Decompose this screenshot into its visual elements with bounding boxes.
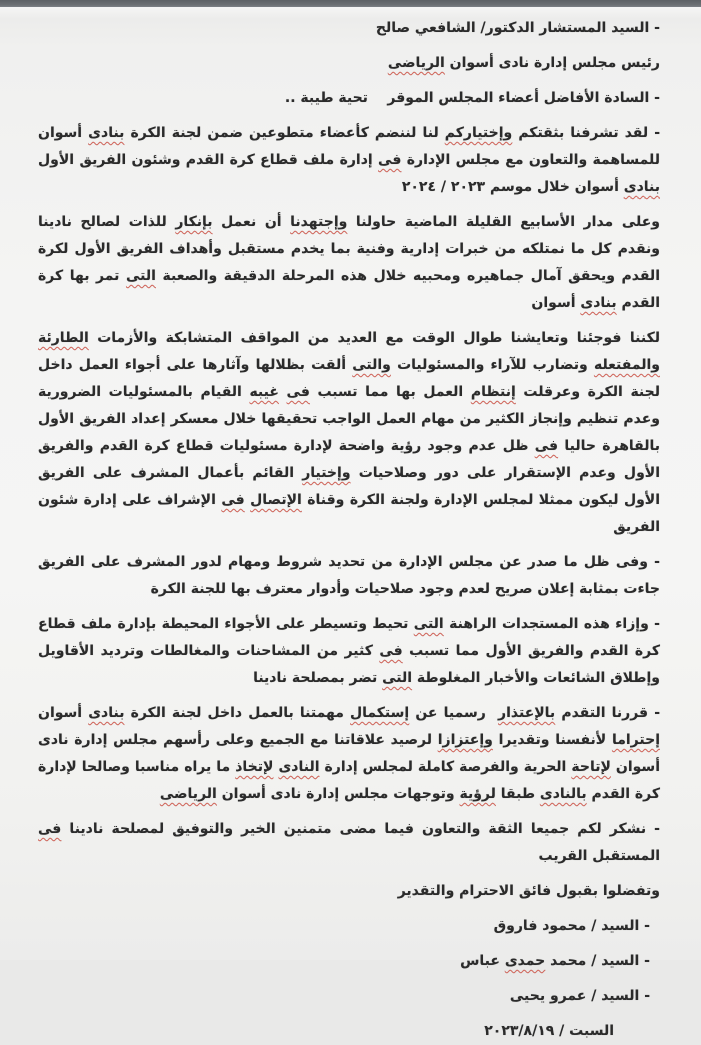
spellcheck-word: حمدى — [504, 953, 546, 969]
recipient-title-line: رئيس مجلس إدارة نادى أسوان الرياضى — [387, 55, 660, 71]
signature-line-1: - السيد / محمود فاروق — [493, 918, 650, 934]
spellcheck-word: فى — [534, 438, 559, 454]
spellcheck-word: إستكمال — [350, 705, 410, 721]
spellcheck-word: بنادى — [88, 125, 125, 141]
letter-paragraph-5: - وإزاء هذه المستجدات الراهنة التى تحيط وتسيطر على الأجواء المحيطة بإدارة ملف قطاع كرة القدم والفريق الأول مما تسبب فى كثير من المشاحنات والمغالطات وترديد الأقاويل وإطلاق الشائعات والأخبار المغلوطة التى تضر بمصلحة نادينا — [38, 616, 660, 686]
spellcheck-word: وإختيار — [302, 465, 351, 481]
signature-line-2: - السيد / محمد حمدى عباس — [460, 953, 650, 969]
letter-paragraph-4: - وفى ظل ما صدر عن مجلس الإدارة من تحديد شروط ومهام لدور المشرف على الفريق جاءت بمثابة إعلان صريح لعدم وجود صلاحيات وأدوار معترف بها للجنة الكرة — [38, 554, 660, 597]
spellcheck-word: فى — [379, 643, 403, 659]
spellcheck-word: الرياضى — [387, 55, 445, 71]
recipient-line: - السيد المستشار الدكتور/ الشافعي صالح — [375, 20, 660, 36]
spellcheck-word: فى — [286, 384, 310, 400]
spellcheck-word: الرياضى — [159, 786, 217, 802]
closing-line: وتفضلوا بقبول فائق الاحترام والتقدير — [397, 883, 660, 899]
spellcheck-word: إنتظام — [470, 384, 516, 400]
spellcheck-word: النادى — [278, 759, 320, 775]
letter-paragraph-2: وعلى مدار الأسابيع القليلة الماضية حاولنا وإجتهدنا أن نعمل بإنكار للذات لصالح نادينا ونقدم كل ما نمتلكه من خبرات إدارية وفنية بما يخدم مستقبل وأهداف الفريق الأول لكرة القدم ويحقق آمال جماهيره ومحبيه خلال هذه المرحلة الدقيقة والصعبة التى تمر بها كرة القدم بنادى أسوان — [38, 214, 660, 311]
spellcheck-word: لإتخاذ — [235, 759, 274, 775]
spellcheck-word: فى — [221, 492, 245, 508]
spellcheck-word: فى — [378, 152, 402, 168]
letter-paragraph-6: - قررنا التقدم بالإعتذار رسميا عن إستكمال مهمتنا بالعمل داخل لجنة الكرة بنادى أسوان إحتراما لأنفسنا وتقديرا وإعتزازا لرصيد علاقاتنا مع الجميع وعلى رأسهم مجلس إدارة نادى أسوان لإتاحة الحرية والفرصة كاملة لمجلس إدارة النادى لإتخاذ ما يراه مناسبا وصالحا لإدارة كرة القدم بالنادى طبقا لرؤية وتوجهات مجلس إدارة نادى أسوان الرياضى — [38, 705, 661, 802]
spellcheck-word: بالإعتذار — [498, 705, 556, 721]
spellcheck-word: فى — [38, 821, 62, 837]
letter-paragraph-1: - لقد تشرفنا بثقتكم وإختياركم لنا لننضم كأعضاء متطوعين ضمن لجنة الكرة بنادى أسوان للمساهمة والتعاون مع مجلس الإدارة فى إدارة ملف قطاع كرة القدم وشئون الفريق الأول بنادى أسوان خلال موسم ٢٠٢٣ / ٢٠٢٤ — [38, 125, 661, 195]
spellcheck-word: التى — [125, 268, 156, 284]
spellcheck-word: بالنادى — [539, 786, 587, 802]
spellcheck-word: لإتاحة — [571, 759, 611, 775]
date-line: السبت / ٢٠٢٣/٨/١٩ — [484, 1023, 614, 1039]
letter-paragraph-7: - نشكر لكم جميعا الثقة والتعاون فيما مضى متمنين الخير والتوفيق لمصلحة نادينا فى المستقبل القريب — [38, 821, 660, 864]
spellcheck-word: بنادى — [580, 295, 617, 311]
spellcheck-word: بنادى — [623, 179, 660, 195]
window-top-bar — [0, 0, 701, 7]
spellcheck-word: وإعتزازا — [437, 732, 493, 748]
spellcheck-word: الإتصال — [250, 492, 302, 508]
spellcheck-word: والتى — [352, 357, 391, 373]
spellcheck-word: بنادى — [88, 705, 125, 721]
signature-line-3: - السيد / عمرو يحيى — [509, 988, 650, 1004]
spellcheck-word: إحتراما — [611, 732, 660, 748]
letter-paragraph-3: لكننا فوجئنا وتعايشنا طوال الوقت مع العديد من المواقف المتشابكة والأزمات الطارئة والمفتعله وتضارب للآراء والمسئوليات والتى ألقت بظلالها وآثارها على أجواء العمل داخل لجنة الكرة وعرقلت إنتظام العمل بها مما تسبب فى غيبه القيام بالمسئوليات الضرورية وعدم تنظيم وإنجاز الكثير من مهام العمل الواجب تحقيقها خلال معسكر إعداد الفريق الأول بالقاهرة حاليا فى ظل عدم وجود رؤية واضحة لإدارة مسئوليات قطاع كرة القدم والفريق الأول وعدم الإستقرار على دور وصلاحيات وإختيار القائم بأعمال المشرف على الفريق الأول ليكون ممثلا لمجلس الإدارة ولجنة الكرة وقناة الإتصال فى الإشراف على إدارة شئون الفريق — [38, 330, 661, 535]
spellcheck-word: التى — [413, 616, 444, 632]
spellcheck-word: التى — [382, 670, 413, 686]
salutation-line: - السادة الأفاضل أعضاء المجلس الموقر تحية طيبة .. — [284, 90, 660, 106]
spellcheck-word: غيبه — [249, 384, 279, 400]
spellcheck-word: والمفتعله — [593, 357, 660, 373]
spellcheck-word: وإختياركم — [444, 125, 513, 141]
spellcheck-word: لرؤية — [459, 786, 496, 802]
spellcheck-word: بإنكار — [175, 214, 213, 230]
spellcheck-word: وإجتهدنا — [290, 214, 348, 230]
letter-content — [0, 7, 701, 1045]
spellcheck-word: الطارئة — [38, 330, 89, 346]
